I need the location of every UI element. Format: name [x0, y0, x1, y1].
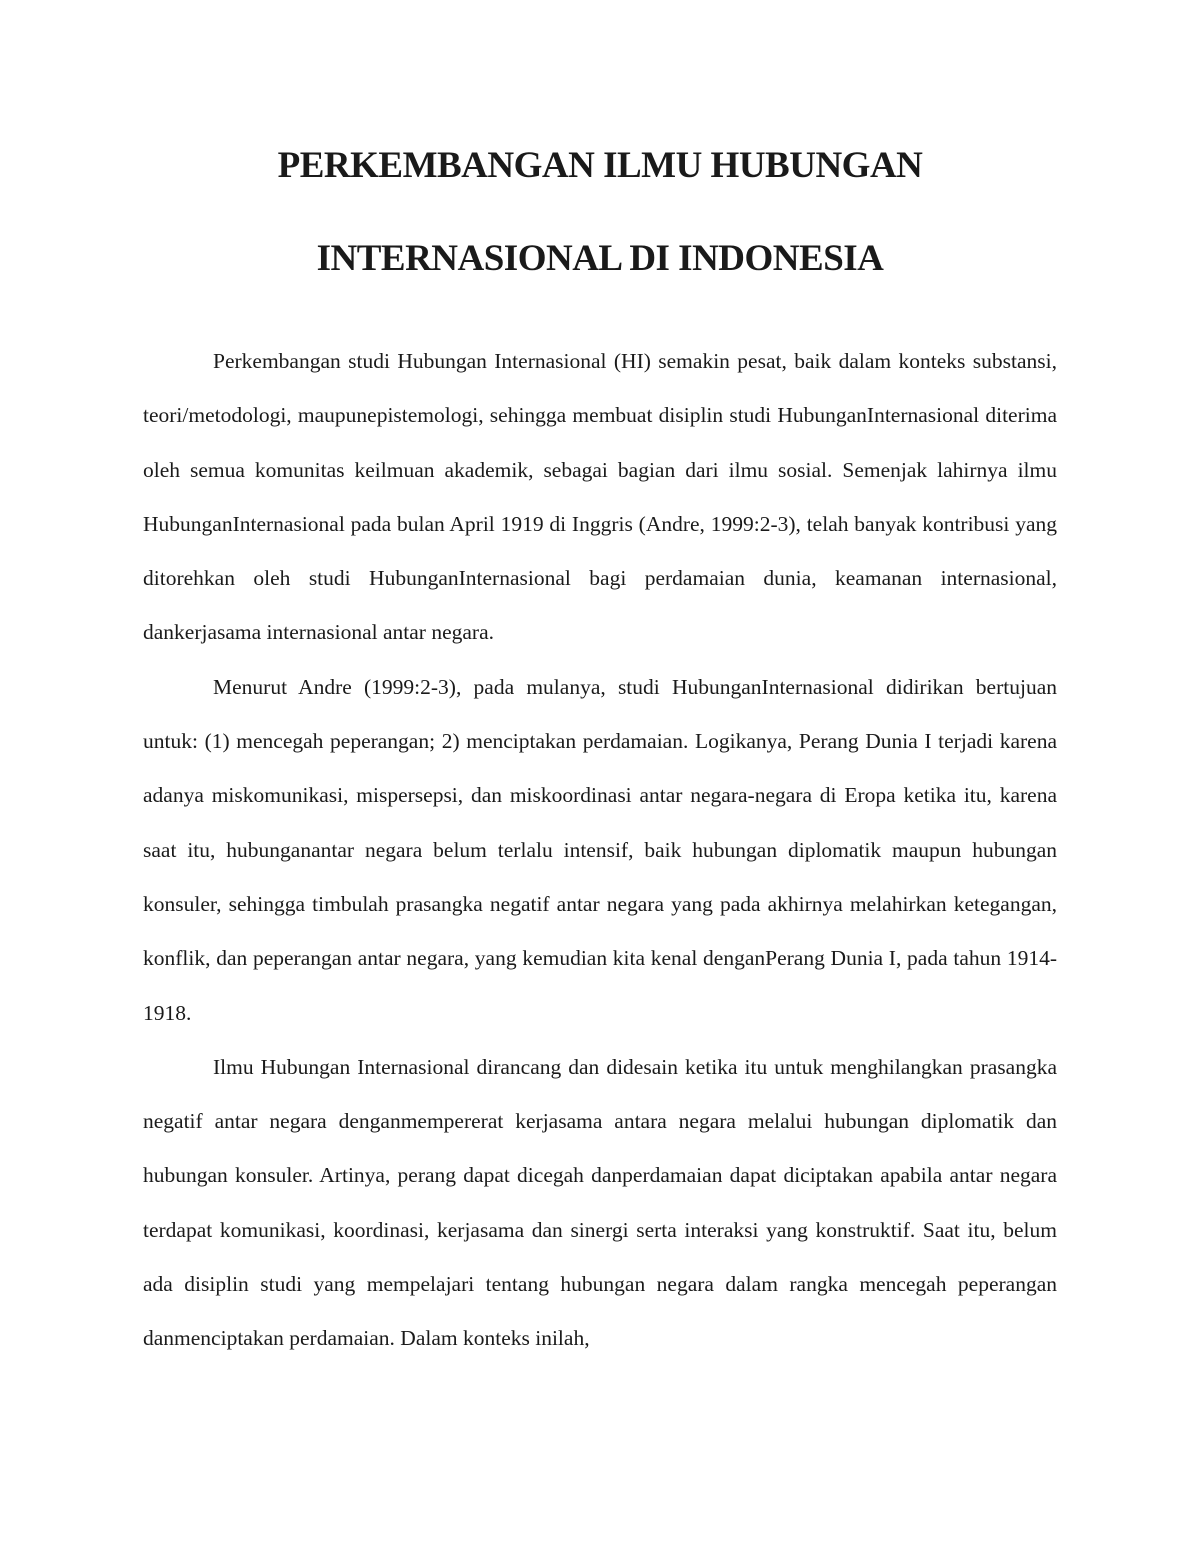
paragraph-3: Ilmu Hubungan Internasional dirancang dan didesain ketika itu untuk menghilangkan prasangka negatif antar negara denganmempererat kerjasama antara negara melalui hubungan diplomatik dan hubungan konsuler. Artinya, perang dapat dicegah danperdamaian dapat diciptakan apabila antar negara terdapat komunikasi, koordinasi, kerjasama dan sinergi serta interaksi yang konstruktif. Saat itu, belum ada disiplin studi yang mempelajari tentang hubungan negara dalam rangka mencegah peperangan danmenciptakan perdamaian. Dalam konteks inilah, — [143, 1054, 1057, 1351]
paragraph-1: Perkembangan studi Hubungan Internasional (HI) semakin pesat, baik dalam konteks substansi, teori/metodologi, maupunepistemologi, sehingga membuat disiplin studi HubunganInternasional diterima oleh semua komunitas keilmuan akademik, sebagai bagian dari ilmu sosial. Semenjak lahirnya ilmu HubunganInternasional pada bulan April 1919 di Inggris (Andre, 1999:2-3), telah banyak kontribusi yang ditorehkan oleh studi HubunganInternasional bagi perdamaian dunia, keamanan internasional, dankerjasama internasional antar negara. — [143, 349, 1057, 645]
paragraph-2: Menurut Andre (1999:2-3), pada mulanya, studi HubunganInternasional didirikan bertujuan untuk: (1) mencegah peperangan; 2) menciptakan perdamaian. Logikanya, Perang Dunia I terjadi karena adanya miskomunikasi, mispersepsi, dan miskoordinasi antar negara-negara di Eropa ketika itu, karena saat itu, hubunganantar negara belum terlalu intensif, baik hubungan diplomatik maupun hubungan konsuler, sehingga timbulah prasangka negatif antar negara yang pada akhirnya melahirkan ketegangan, konflik, dan peperangan antar negara, yang kemudian kita kenal denganPerang Dunia I, pada tahun 1914-1918. — [143, 674, 1057, 1025]
document-title-line-2: INTERNASIONAL DI INDONESIA — [316, 238, 884, 279]
document-body — [143, 334, 1057, 1366]
document-title-line-1: PERKEMBANGAN ILMU HUBUNGAN — [277, 145, 923, 186]
